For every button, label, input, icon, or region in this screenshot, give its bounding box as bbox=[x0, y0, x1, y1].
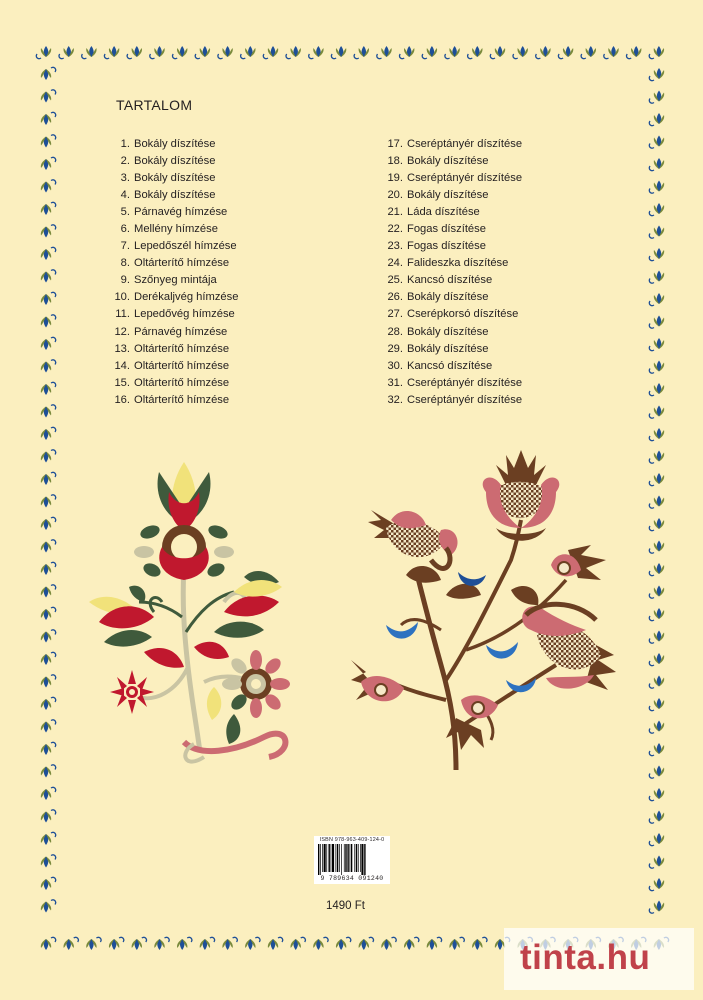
tulip-motif-icon bbox=[400, 46, 415, 59]
tulip-motif-icon bbox=[41, 427, 56, 440]
tulip-motif-icon bbox=[218, 46, 233, 59]
tulip-motif-icon bbox=[649, 766, 664, 779]
toc-entry bbox=[370, 392, 522, 409]
barcode-bar bbox=[326, 844, 327, 872]
barcode-bar bbox=[350, 844, 351, 872]
tulip-motif-icon bbox=[41, 135, 56, 148]
tulip-motif-icon bbox=[41, 112, 56, 125]
barcode-bar bbox=[320, 844, 321, 875]
tulip-motif-icon bbox=[649, 901, 664, 914]
tulip-motif-icon bbox=[331, 46, 346, 59]
tulip-motif-icon bbox=[41, 202, 56, 215]
toc-entry-label: Cseréptányér díszítése bbox=[407, 172, 523, 185]
tulip-motif-icon bbox=[649, 653, 664, 666]
tulip-motif-icon bbox=[41, 937, 56, 950]
toc-entry bbox=[102, 324, 238, 341]
toc-entry-number: 7. bbox=[120, 240, 130, 253]
tulip-motif-icon bbox=[86, 937, 101, 950]
tulip-motif-icon bbox=[336, 937, 351, 950]
toc-entry bbox=[370, 324, 522, 341]
toc-list-left bbox=[102, 136, 238, 409]
barcode-bar bbox=[358, 844, 359, 872]
tulip-motif-icon bbox=[649, 563, 664, 576]
tulip-motif-icon bbox=[222, 937, 237, 950]
tulip-motif-icon bbox=[649, 361, 664, 374]
tulip-motif-icon bbox=[649, 833, 664, 846]
toc-entry-label: Oltárterítő hímzése bbox=[134, 257, 230, 270]
toc-entry-label: Cseréptányér díszítése bbox=[407, 393, 523, 406]
tulip-motif-icon bbox=[581, 46, 596, 59]
tulip-motif-icon bbox=[41, 270, 56, 283]
toc-entry bbox=[102, 170, 238, 187]
tulip-motif-icon bbox=[649, 541, 664, 554]
toc-entry-label: Lepedőszél hímzése bbox=[134, 240, 237, 253]
barcode-bar bbox=[337, 844, 338, 872]
toc-entry bbox=[370, 341, 522, 358]
tulip-motif-icon bbox=[649, 181, 664, 194]
barcode-bar bbox=[318, 844, 319, 875]
toc-entry-number: 15. bbox=[114, 376, 130, 389]
tulip-motif-icon bbox=[41, 697, 56, 710]
tulip-motif-icon bbox=[41, 585, 56, 598]
toc-entry bbox=[102, 289, 238, 306]
toc-entry-label: Lepedővég hímzése bbox=[134, 308, 235, 321]
toc-entry-number: 19. bbox=[387, 172, 403, 185]
tulip-motif-icon bbox=[41, 382, 56, 395]
tulip-motif-icon bbox=[41, 832, 56, 845]
toc-entry-number: 16. bbox=[114, 393, 130, 406]
barcode-bar bbox=[351, 844, 352, 872]
toc-entry bbox=[102, 187, 238, 204]
tulip-motif-icon bbox=[41, 472, 56, 485]
tulip-motif-icon bbox=[154, 937, 169, 950]
toc-entry bbox=[102, 204, 238, 221]
tulip-motif-icon bbox=[41, 157, 56, 170]
barcode-icon bbox=[318, 844, 386, 875]
tulip-motif-icon bbox=[649, 518, 664, 531]
tulip-motif-icon bbox=[173, 46, 188, 59]
tulip-motif-icon bbox=[127, 46, 142, 59]
tulip-motif-icon bbox=[649, 68, 664, 81]
toc-entry-number: 22. bbox=[387, 223, 403, 236]
toc-entry-number: 20. bbox=[387, 189, 403, 202]
barcode-bar bbox=[336, 844, 337, 872]
barcode-bar bbox=[324, 844, 326, 872]
toc-entry-number: 9. bbox=[120, 274, 130, 287]
tulip-motif-icon bbox=[41, 292, 56, 305]
tulip-motif-icon bbox=[604, 46, 619, 59]
toc-entry-label: Párnavég hímzése bbox=[134, 325, 228, 338]
barcode-bar bbox=[332, 844, 334, 872]
tulip-motif-icon bbox=[41, 315, 56, 328]
toc-entry-number: 3. bbox=[120, 172, 130, 185]
tulip-motif-icon bbox=[649, 473, 664, 486]
barcode-bar bbox=[339, 844, 340, 872]
tulip-motif-icon bbox=[649, 428, 664, 441]
tulip-motif-icon bbox=[313, 937, 328, 950]
tulip-motif-icon bbox=[200, 937, 215, 950]
tulip-motif-icon bbox=[649, 721, 664, 734]
toc-entry-label: Oltárterítő hímzése bbox=[134, 393, 230, 406]
toc-entry-label: Kancsó díszítése bbox=[407, 359, 493, 372]
toc-entry bbox=[370, 153, 522, 170]
tulip-motif-icon bbox=[41, 810, 56, 823]
toc-entry bbox=[370, 306, 522, 323]
tulip-motif-icon bbox=[82, 46, 97, 59]
tulip-motif-icon bbox=[41, 360, 56, 373]
toc-entry bbox=[102, 153, 238, 170]
toc-entry bbox=[102, 306, 238, 323]
tulip-motif-icon bbox=[536, 46, 551, 59]
toc-entry bbox=[370, 187, 522, 204]
barcode-bar bbox=[344, 844, 345, 872]
tulip-motif-icon bbox=[41, 67, 56, 80]
tulip-motif-icon bbox=[359, 937, 374, 950]
toc-entry bbox=[102, 272, 238, 289]
barcode-bar bbox=[347, 844, 348, 872]
tulip-motif-icon bbox=[263, 46, 278, 59]
isbn-label: ISBN 978-963-409-124-0 bbox=[319, 837, 385, 843]
tulip-motif-icon bbox=[41, 540, 56, 553]
toc-entry-label: Derékaljvég hímzése bbox=[134, 291, 239, 304]
toc-entry-number: 24. bbox=[387, 257, 403, 270]
tulip-motif-icon bbox=[41, 607, 56, 620]
tulip-motif-icon bbox=[245, 937, 260, 950]
tulip-motif-icon bbox=[468, 46, 483, 59]
toc-entry-number: 27. bbox=[387, 308, 403, 321]
toc-entry bbox=[370, 221, 522, 238]
toc-entry bbox=[370, 375, 522, 392]
tulip-motif-icon bbox=[41, 630, 56, 643]
toc-entry bbox=[370, 272, 522, 289]
tulip-motif-icon bbox=[41, 562, 56, 575]
toc-entry-number: 13. bbox=[114, 342, 130, 355]
toc-entry bbox=[370, 136, 522, 153]
tulip-motif-icon bbox=[41, 675, 56, 688]
tulip-motif-icon bbox=[449, 937, 464, 950]
tulip-motif-icon bbox=[41, 90, 56, 103]
barcode-bar bbox=[360, 844, 361, 872]
toc-list-right bbox=[370, 136, 522, 409]
tulip-motif-icon bbox=[241, 46, 256, 59]
tulip-motif-icon bbox=[41, 900, 56, 913]
tulip-motif-icon bbox=[64, 937, 79, 950]
toc-entry bbox=[370, 170, 522, 187]
barcode-bar bbox=[354, 844, 355, 872]
tulip-motif-icon bbox=[649, 743, 664, 756]
tulip-motif-icon bbox=[649, 158, 664, 171]
tulip-motif-icon bbox=[309, 46, 324, 59]
tulip-motif-icon bbox=[41, 450, 56, 463]
tulip-motif-icon bbox=[132, 937, 147, 950]
toc-entry-number: 26. bbox=[387, 291, 403, 304]
toc-entry-number: 5. bbox=[120, 206, 130, 219]
barcode-digits: 9 789634 091240 bbox=[320, 875, 384, 882]
toc-entry-number: 28. bbox=[387, 325, 403, 338]
barcode-bar bbox=[361, 844, 363, 875]
tulip-motif-icon bbox=[41, 495, 56, 508]
toc-entry-number: 11. bbox=[115, 308, 130, 321]
toc-entry-label: Cseréptányér díszítése bbox=[407, 138, 523, 150]
tulip-motif-icon bbox=[649, 811, 664, 824]
tulip-motif-icon bbox=[354, 46, 369, 59]
tulip-motif-icon bbox=[41, 765, 56, 778]
barcode-bar bbox=[341, 844, 342, 875]
toc-entry-number: 14. bbox=[114, 359, 130, 372]
tulip-motif-icon bbox=[59, 46, 74, 59]
toc-entry-number: 31. bbox=[387, 376, 403, 389]
tulip-motif-icon bbox=[649, 136, 664, 149]
tulip-motif-icon bbox=[41, 337, 56, 350]
tulip-motif-icon bbox=[41, 405, 56, 418]
tulip-motif-icon bbox=[381, 937, 396, 950]
toc-entry-number: 6. bbox=[120, 223, 130, 236]
toc-entry bbox=[102, 392, 238, 409]
tulip-motif-icon bbox=[472, 937, 487, 950]
tulip-motif-icon bbox=[649, 856, 664, 869]
toc-entry-label: Bokály díszítése bbox=[134, 155, 216, 168]
toc-entry-label: Láda díszítése bbox=[407, 206, 480, 219]
barcode-bar bbox=[322, 844, 323, 872]
tulip-motif-icon bbox=[422, 46, 437, 59]
tulip-motif-icon bbox=[649, 91, 664, 104]
toc-entry-number: 32. bbox=[387, 393, 403, 406]
tulip-motif-icon bbox=[649, 203, 664, 216]
tulip-motif-icon bbox=[649, 878, 664, 891]
toc-entry-label: Oltárterítő hímzése bbox=[134, 376, 230, 389]
tulip-motif-icon bbox=[490, 46, 505, 59]
tulip-motif-icon bbox=[41, 720, 56, 733]
tulip-motif-icon bbox=[104, 46, 119, 59]
barcode-bar bbox=[364, 844, 365, 875]
tulip-motif-icon bbox=[649, 46, 664, 59]
tulip-motif-icon bbox=[649, 338, 664, 351]
toc-entry-label: Párnavég hímzése bbox=[134, 206, 228, 219]
tulip-motif-icon bbox=[649, 248, 664, 261]
toc-entry-label: Cseréptányér díszítése bbox=[407, 376, 523, 389]
tulip-motif-icon bbox=[41, 877, 56, 890]
toc-entry bbox=[370, 204, 522, 221]
toc-entry-label: Fogas díszítése bbox=[407, 240, 486, 253]
toc-entry-label: Falideszka díszítése bbox=[407, 257, 509, 270]
tulip-motif-icon bbox=[195, 46, 210, 59]
toc-entry-number: 23. bbox=[387, 240, 403, 253]
barcode-bar bbox=[356, 844, 357, 872]
toc-entry-number: 18. bbox=[387, 155, 403, 168]
toc-entry-number: 12. bbox=[114, 325, 130, 338]
tulip-motif-icon bbox=[649, 631, 664, 644]
tulip-motif-icon bbox=[649, 271, 664, 284]
toc-entry-number: 10. bbox=[114, 291, 130, 304]
pottery-flower-icon bbox=[346, 450, 621, 775]
tulip-motif-icon bbox=[177, 937, 192, 950]
tulip-motif-icon bbox=[649, 698, 664, 711]
toc-entry bbox=[370, 255, 522, 272]
toc-entry bbox=[102, 375, 238, 392]
toc-entry-number: 8. bbox=[120, 257, 130, 270]
tulip-motif-icon bbox=[41, 855, 56, 868]
toc-entry bbox=[102, 136, 238, 153]
tulip-motif-icon bbox=[404, 937, 419, 950]
barcode-bar bbox=[345, 844, 346, 872]
embroidery-flower-icon bbox=[84, 452, 304, 782]
tulip-motif-icon bbox=[445, 46, 460, 59]
tulip-motif-icon bbox=[649, 451, 664, 464]
tulip-motif-icon bbox=[649, 383, 664, 396]
toc-entry-label: Bokály díszítése bbox=[407, 155, 489, 168]
site-watermark bbox=[504, 928, 694, 990]
tulip-motif-icon bbox=[150, 46, 165, 59]
tulip-motif-icon bbox=[36, 46, 51, 59]
tulip-motif-icon bbox=[649, 608, 664, 621]
tulip-motif-icon bbox=[649, 676, 664, 689]
toc-entry bbox=[370, 358, 522, 375]
tulip-motif-icon bbox=[268, 937, 283, 950]
tulip-motif-icon bbox=[291, 937, 306, 950]
tulip-motif-icon bbox=[377, 46, 392, 59]
tulip-motif-icon bbox=[427, 937, 442, 950]
barcode-bar bbox=[331, 844, 332, 872]
toc-entry-label: Oltárterítő hímzése bbox=[134, 342, 230, 355]
toc-entry-label: Bokály díszítése bbox=[407, 189, 489, 202]
toc-entry-number: 29. bbox=[387, 342, 403, 355]
tulip-motif-icon bbox=[627, 46, 642, 59]
toc-entry-label: Mellény hímzése bbox=[134, 223, 218, 236]
tulip-motif-icon bbox=[649, 406, 664, 419]
tulip-motif-icon bbox=[286, 46, 301, 59]
toc-title: TARTALOM bbox=[116, 97, 193, 113]
barcode-bar bbox=[329, 844, 330, 872]
tulip-motif-icon bbox=[41, 787, 56, 800]
toc-entry-label: Bokály díszítése bbox=[407, 342, 489, 355]
toc-entry-number: 25. bbox=[387, 274, 403, 287]
toc-entry-label: Fogas díszítése bbox=[407, 223, 486, 236]
toc-entry-number: 2. bbox=[120, 155, 130, 168]
toc-entry-number: 1. bbox=[120, 138, 130, 150]
toc-entry bbox=[102, 221, 238, 238]
tulip-motif-icon bbox=[649, 226, 664, 239]
tulip-motif-icon bbox=[649, 316, 664, 329]
toc-entry-label: Cserépkorsó díszítése bbox=[407, 308, 519, 321]
tulip-motif-icon bbox=[41, 742, 56, 755]
toc-entry-label: Kancsó díszítése bbox=[407, 274, 493, 287]
toc-entry bbox=[102, 238, 238, 255]
tulip-motif-icon bbox=[649, 113, 664, 126]
toc-entry bbox=[370, 289, 522, 306]
tulip-motif-icon bbox=[558, 46, 573, 59]
tulip-motif-icon bbox=[41, 517, 56, 530]
toc-entry-number: 17. bbox=[387, 138, 403, 150]
tulip-motif-icon bbox=[41, 247, 56, 260]
toc-entry bbox=[102, 358, 238, 375]
tulip-motif-icon bbox=[513, 46, 528, 59]
toc-entry-label: Bokály díszítése bbox=[134, 138, 216, 150]
toc-entry-label: Bokály díszítése bbox=[407, 325, 489, 338]
toc-entry-label: Bokály díszítése bbox=[134, 172, 216, 185]
toc-entry-label: Bokály díszítése bbox=[134, 189, 216, 202]
toc-entry-label: Oltárterítő hímzése bbox=[134, 359, 230, 372]
tulip-motif-icon bbox=[41, 180, 56, 193]
toc-entry-label: Bokály díszítése bbox=[407, 291, 489, 304]
toc-entry-number: 30. bbox=[387, 359, 403, 372]
toc-entry bbox=[370, 238, 522, 255]
toc-entry-number: 21. bbox=[387, 206, 403, 219]
toc-entry bbox=[102, 341, 238, 358]
tulip-motif-icon bbox=[41, 652, 56, 665]
tulip-motif-icon bbox=[109, 937, 124, 950]
isbn-barcode bbox=[314, 836, 390, 884]
tulip-motif-icon bbox=[649, 293, 664, 306]
tulip-motif-icon bbox=[649, 496, 664, 509]
toc-entry-label: Szőnyeg mintája bbox=[134, 274, 217, 287]
toc-entry bbox=[102, 255, 238, 272]
tulip-motif-icon bbox=[649, 586, 664, 599]
watermark-text: tinta.hu bbox=[520, 938, 651, 977]
tulip-motif-icon bbox=[649, 788, 664, 801]
tulip-motif-icon bbox=[41, 225, 56, 238]
price-label: 1490 Ft bbox=[326, 900, 365, 912]
toc-entry-number: 4. bbox=[120, 189, 130, 202]
